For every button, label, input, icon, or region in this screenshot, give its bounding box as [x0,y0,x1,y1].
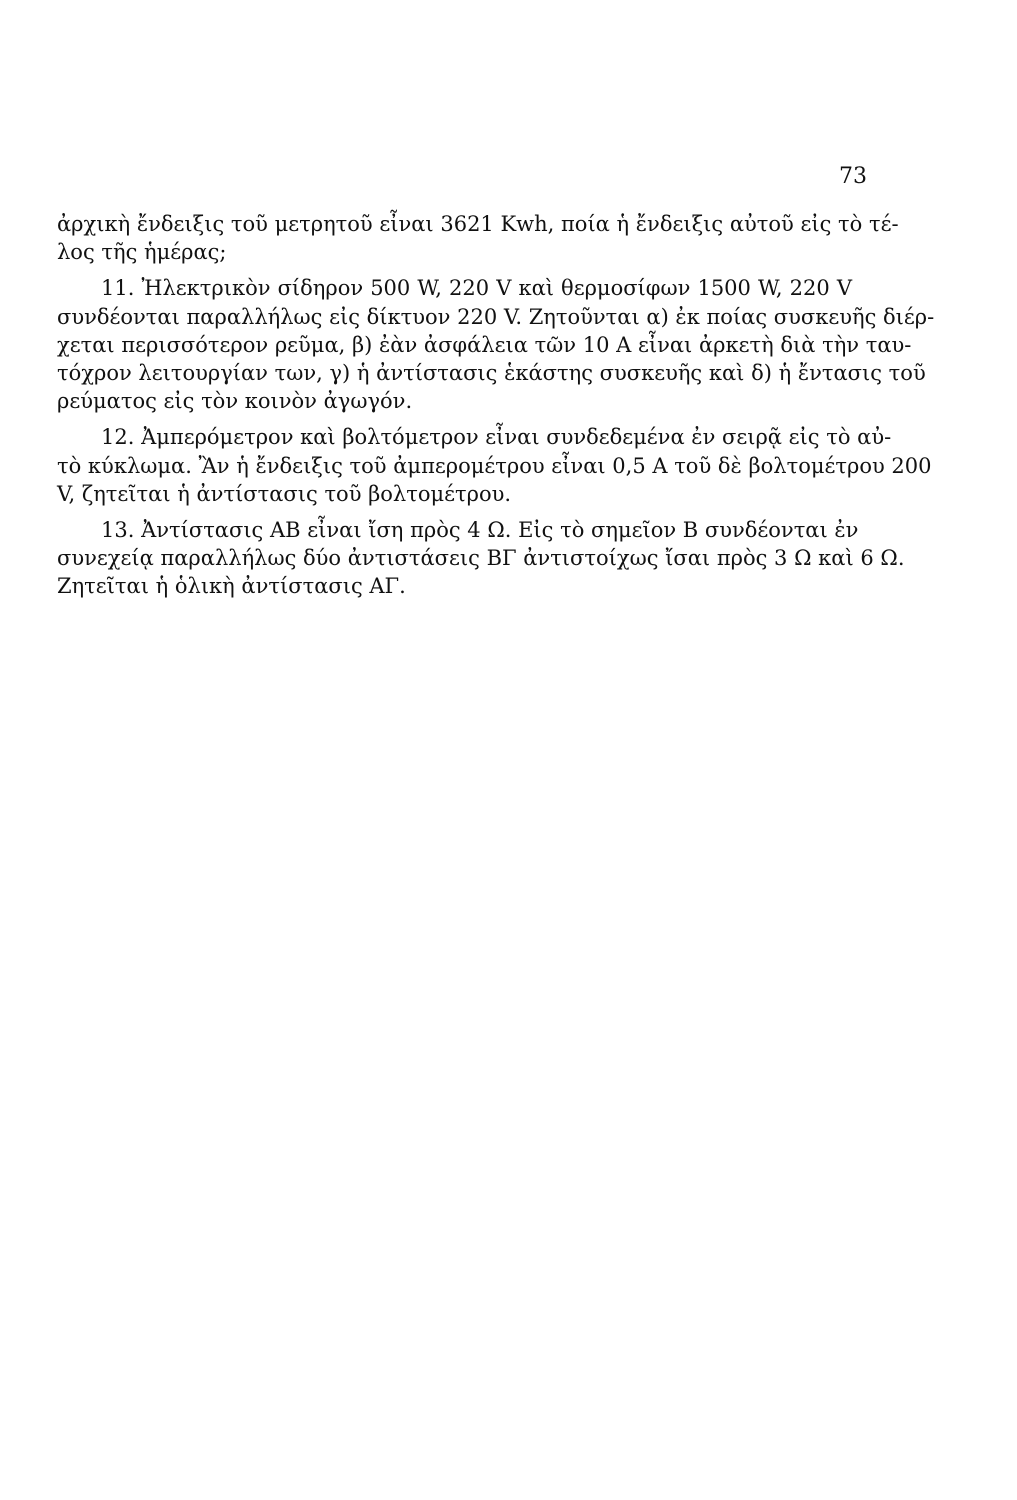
problem-11-line: χεται περισσότερον ρεῦμα, β) ἐὰν ἀσφάλεια τῶν 10 A εἶναι ἀρκετὴ διὰ τὴν ταυ- [57,332,912,357]
problem-12-line: τὸ κύκλωμα. Ἂν ἡ ἔνδειξις τοῦ ἀμπερομέτρου εἶναι 0,5 A τοῦ δὲ βολτομέτρου 200 [57,453,932,478]
problem-11-line: ρεύματος εἰς τὸν κοινὸν ἀγωγόν. [57,389,413,414]
problem-13-line: Ζητεῖται ἡ ὁλικὴ ἀντίστασις AΓ. [57,574,406,599]
problem-11-line: 11. Ἠλεκτρικὸν σίδηρον 500 W, 220 V καὶ θερμοσίφων 1500 W, 220 V [101,276,852,301]
problem-12-line: V, ζητεῖται ἡ ἀντίστασις τοῦ βολτομέτρου. [57,481,512,506]
text-block [57,210,935,600]
page-number: 73 [839,164,867,189]
text-line: λος τῆς ἡμέρας; [57,240,227,265]
problem-12-line: 12. Ἀμπερόμετρον καὶ βολτόμετρον εἶναι συνδεδεμένα ἐν σειρᾷ εἰς τὸ αὐ- [101,425,892,450]
problem-13-line: συνεχείᾳ παραλλήλως δύο ἀντιστάσεις BΓ ἀντιστοίχως ἴσαι πρὸς 3 Ω καὶ 6 Ω. [57,546,905,571]
problem-13-line: 13. Ἀντίστασις AB εἶναι ἴση πρὸς 4 Ω. Εἰς τὸ σημεῖον B συνδέονται ἐν [101,517,859,542]
problem-11-line: τόχρον λειτουργίαν των, γ) ἡ ἀντίστασις ἑκάστης συσκευῆς καὶ δ) ἡ ἔντασις τοῦ [57,360,926,385]
problem-11-line: συνδέονται παραλλήλως εἰς δίκτυον 220 V. Ζητοῦνται α) ἐκ ποίας συσκευῆς διέρ- [57,304,935,329]
text-line: ἀρχικὴ ἔνδειξις τοῦ μετρητοῦ εἶναι 3621 Kwh, ποία ἡ ἔνδειξις αὐτοῦ εἰς τὸ τέ- [57,212,899,236]
